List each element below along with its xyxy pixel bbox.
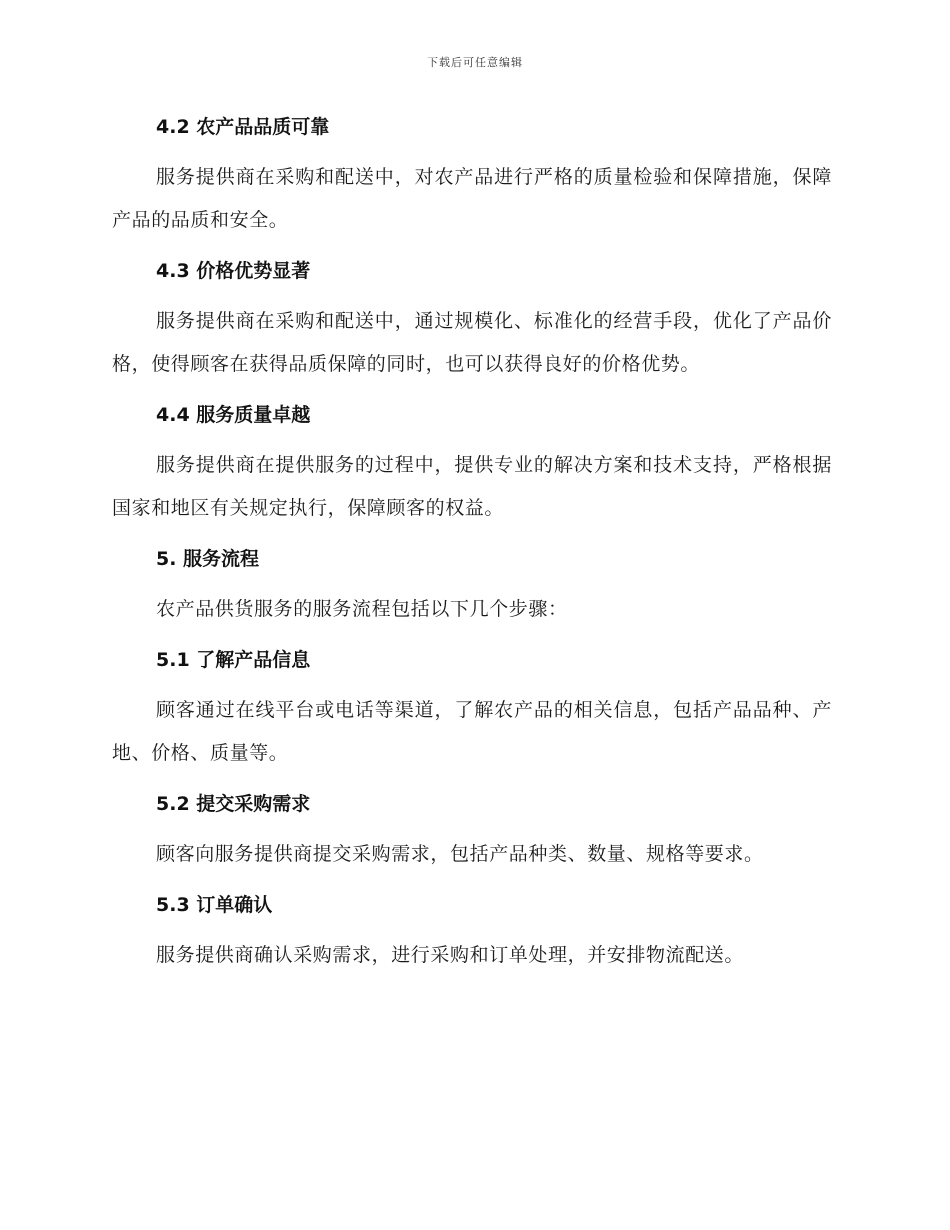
section-paragraph-4-4: 服务提供商在提供服务的过程中，提供专业的解决方案和技术支持，严格根据国家和地区有关规定执行，保障顾客的权益。 bbox=[112, 454, 832, 519]
section-paragraph-5-3: 服务提供商确认采购需求，进行采购和订单处理，并安排物流配送。 bbox=[156, 944, 745, 966]
section-paragraph-5-1: 顾客通过在线平台或电话等渠道，了解农产品的相关信息，包括产品品种、产地、价格、质量等。 bbox=[112, 699, 832, 764]
header-note: 下载后可任意编辑 bbox=[427, 56, 523, 69]
section-heading-5-2: 5.2 提交采购需求 bbox=[156, 793, 311, 815]
section-heading-4-2: 4.2 农产品品质可靠 bbox=[156, 116, 330, 138]
section-paragraph-4-3: 服务提供商在采购和配送中，通过规模化、标准化的经营手段，优化了产品价格，使得顾客在获得品质保障的同时，也可以获得良好的价格优势。 bbox=[112, 310, 832, 375]
section-heading-5-3: 5.3 订单确认 bbox=[156, 894, 273, 916]
section-heading-4-4: 4.4 服务质量卓越 bbox=[156, 404, 311, 426]
section-paragraph-5: 农产品供货服务的服务流程包括以下几个步骤： bbox=[156, 598, 568, 620]
section-heading-4-3: 4.3 价格优势显著 bbox=[156, 260, 311, 282]
section-heading-5-1: 5.1 了解产品信息 bbox=[156, 649, 311, 671]
section-heading-5: 5. 服务流程 bbox=[156, 548, 260, 570]
section-paragraph-5-2: 顾客向服务提供商提交采购需求，包括产品种类、数量、规格等要求。 bbox=[156, 843, 764, 865]
document-body bbox=[112, 112, 832, 977]
section-paragraph-4-2: 服务提供商在采购和配送中，对农产品进行严格的质量检验和保障措施，保障产品的品质和安全。 bbox=[112, 166, 832, 231]
